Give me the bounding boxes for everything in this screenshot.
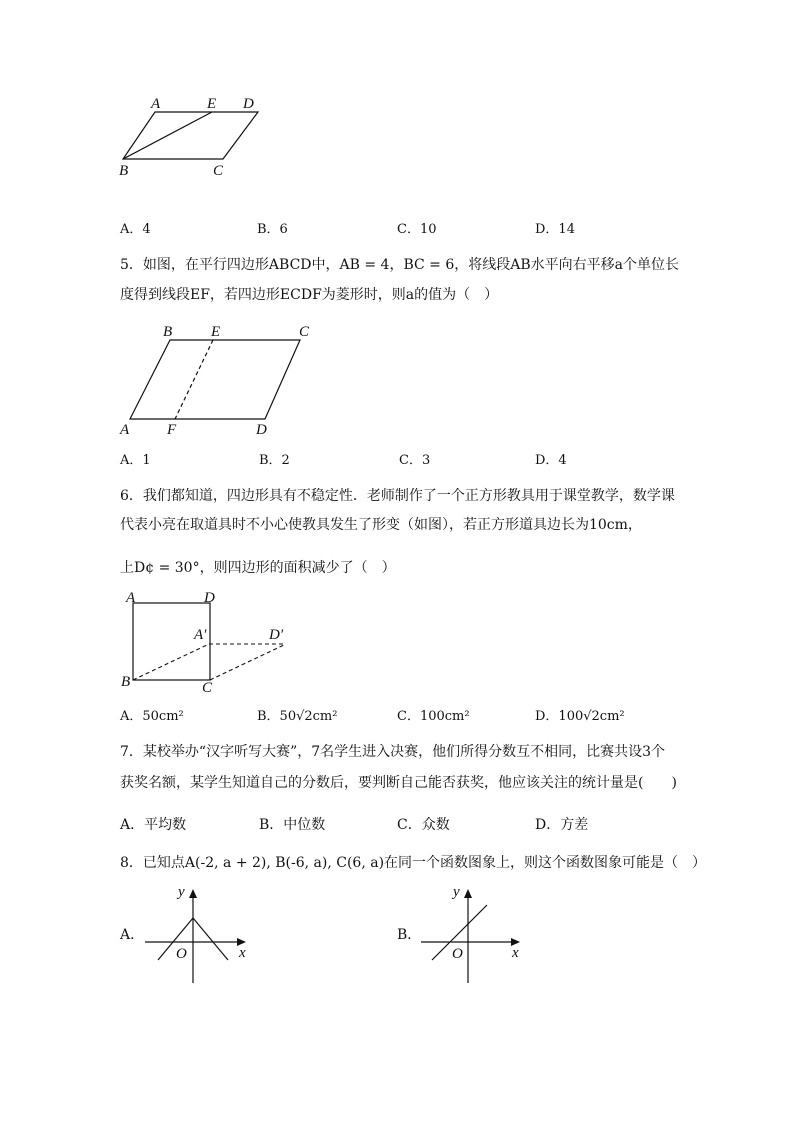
q8-graph-b-y: y xyxy=(453,884,460,900)
q5-label-f: F xyxy=(167,422,177,438)
q7-option-a: A．平均数 xyxy=(120,817,187,833)
q4-figure xyxy=(110,92,270,182)
q4-option-a: A．4 xyxy=(120,222,151,237)
q8-graph-b-x: x xyxy=(512,945,519,961)
q5-label-a: A xyxy=(120,422,130,438)
q6-option-a: A．50cm² xyxy=(120,709,184,724)
q5-option-b: B．2 xyxy=(259,453,290,468)
q5-option-d: D．4 xyxy=(535,453,567,468)
q7-option-d: D．方差 xyxy=(535,817,589,833)
q8-option-a-label: A． xyxy=(120,927,145,943)
q7-question-line1: 7．某校举办“汉字听写大赛”，7名学生进入决赛，他们所得分数互不相同，比赛共设3个 xyxy=(120,744,666,760)
q6-question-line1: 6．我们都知道，四边形具有不稳定性．老师制作了一个正方形教具用于课堂教学，数学课 xyxy=(120,488,675,504)
q5-question-line2: 度得到线段EF，若四边形ECDF为菱形时，则a的值为（ ） xyxy=(120,287,499,303)
q5-option-a: A．1 xyxy=(120,453,151,468)
q5-question-line1: 5．如图，在平行四边形ABCD中，AB = 4，BC = 6，将线段AB水平向右平移a个单位长 xyxy=(120,257,679,273)
q6-label-b: B xyxy=(121,674,131,690)
q8-graph-a xyxy=(140,880,260,985)
q8-graph-a-o: O xyxy=(176,946,187,962)
q6-option-b: B．50√2cm² xyxy=(257,709,338,724)
q4-option-d: D．14 xyxy=(535,222,575,237)
q5-figure xyxy=(115,322,325,437)
q8-graph-b-o: O xyxy=(452,946,463,962)
q4-label-c: C xyxy=(213,163,224,179)
q5-option-c: C．3 xyxy=(399,453,431,468)
q7-question-line2: 获奖名额，某学生知道自己的分数后，要判断自己能否获奖，他应该关注的统计量是( ) xyxy=(120,775,677,791)
q7-option-b: B．中位数 xyxy=(259,817,326,833)
q6-label-d-prime: D′ xyxy=(269,627,284,643)
q8-graph-a-y: y xyxy=(178,884,185,900)
q4-option-c: C．10 xyxy=(397,222,437,237)
q6-figure xyxy=(118,588,298,698)
q5-label-b: B xyxy=(163,324,173,340)
q4-label-a: A xyxy=(151,96,161,112)
q4-label-e: E xyxy=(207,96,217,112)
q6-label-a-prime: A′ xyxy=(194,627,207,643)
q8-graph-a-x: x xyxy=(239,945,246,961)
q5-label-e: E xyxy=(211,324,221,340)
q8-question-line1: 8．已知点A(-2, a + 2), B(-6, a), C(6, a)在同一个函数图象上，则这个函数图象可能是（ ） xyxy=(120,855,707,871)
q6-option-c: C．100cm² xyxy=(397,709,470,724)
q4-label-d: D xyxy=(243,96,254,112)
q7-option-c: C．众数 xyxy=(397,817,450,833)
q8-graph-b xyxy=(416,880,536,985)
q6-question-line2: 代表小亮在取道具时不小心使教具发生了形变（如图），若正方形道具边长为10cm， xyxy=(120,517,642,533)
q6-label-d: D xyxy=(204,590,215,606)
q6-label-a: A xyxy=(126,590,136,606)
q5-label-c: C xyxy=(299,324,310,340)
q6-option-d: D．100√2cm² xyxy=(535,709,625,724)
q4-label-b: B xyxy=(119,163,129,179)
q6-question-line3: 上D¢ = 30°，则四边形的面积减少了（ ） xyxy=(120,560,396,576)
q6-label-c: C xyxy=(202,680,213,696)
q4-option-b: B．6 xyxy=(257,222,288,237)
q5-label-d: D xyxy=(256,422,267,438)
q8-option-b-label: B． xyxy=(397,927,422,943)
